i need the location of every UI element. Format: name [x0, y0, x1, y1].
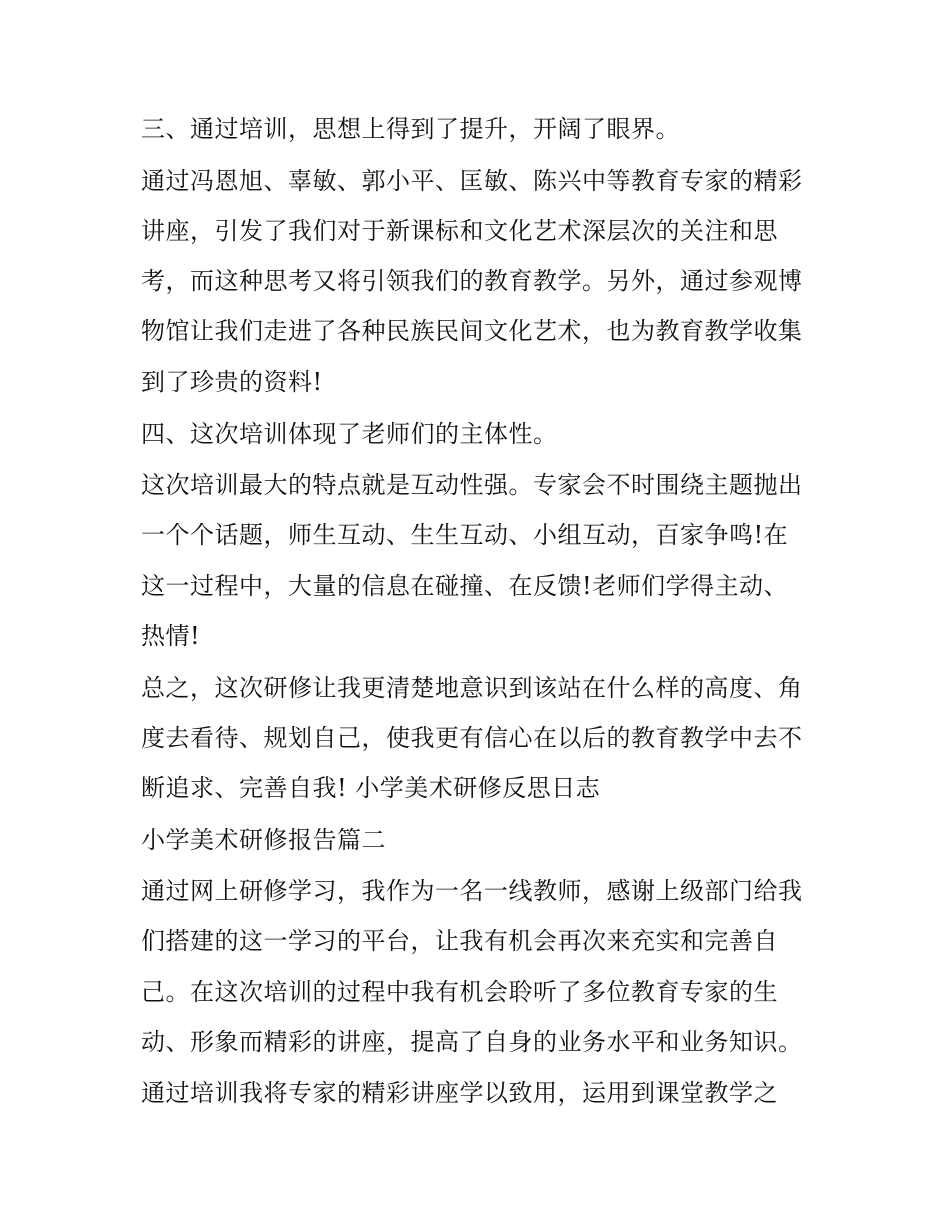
paragraph-line: 到了珍贵的资料! — [141, 368, 323, 396]
paragraph-line: 断追求、完善自我! 小学美术研修反思日志 — [141, 774, 601, 802]
heading-three: 三、通过培训，思想上得到了提升，开阔了眼界。 — [141, 115, 680, 143]
paragraph-line: 动、形象而精彩的讲座，提高了自身的业务水平和业务知识。 — [141, 1028, 803, 1056]
paragraph-line: 己。在这次培训的过程中我有机会聆听了多位教育专家的生 — [141, 978, 778, 1006]
paragraph-line: 一个个话题，师生互动、生生互动、小组互动，百家争鸣!在 — [141, 521, 789, 549]
paragraph-line: 通过网上研修学习，我作为一名一线教师，感谢上级部门给我 — [141, 877, 803, 905]
paragraph-line: 讲座，引发了我们对于新课标和文化艺术深层次的关注和思 — [141, 217, 778, 245]
heading-four: 四、这次培训体现了老师们的主体性。 — [141, 420, 558, 448]
paragraph-line: 这一过程中，大量的信息在碰撞、在反馈!老师们学得主动、 — [141, 572, 789, 600]
paragraph-line: 总之，这次研修让我更清楚地意识到该站在什么样的高度、角 — [141, 674, 803, 702]
paragraph-line: 考，而这种思考又将引领我们的教育教学。另外，通过参观博 — [141, 267, 803, 295]
section-title: 小学美术研修报告篇二 — [141, 826, 386, 854]
paragraph-line: 通过冯恩旭、辜敏、郭小平、匡敏、陈兴中等教育专家的精彩 — [141, 167, 803, 195]
paragraph-line: 通过培训我将专家的精彩讲座学以致用，运用到课堂教学之 — [141, 1079, 778, 1107]
paragraph-line: 们搭建的这一学习的平台，让我有机会再次来充实和完善自 — [141, 927, 778, 955]
paragraph-line: 热情! — [141, 622, 201, 650]
paragraph-line: 物馆让我们走进了各种民族民间文化艺术，也为教育教学收集 — [141, 317, 803, 345]
paragraph-line: 这次培训最大的特点就是互动性强。专家会不时围绕主题抛出 — [141, 471, 803, 499]
paragraph-line: 度去看待、规划自己，使我更有信心在以后的教育教学中去不 — [141, 724, 803, 752]
